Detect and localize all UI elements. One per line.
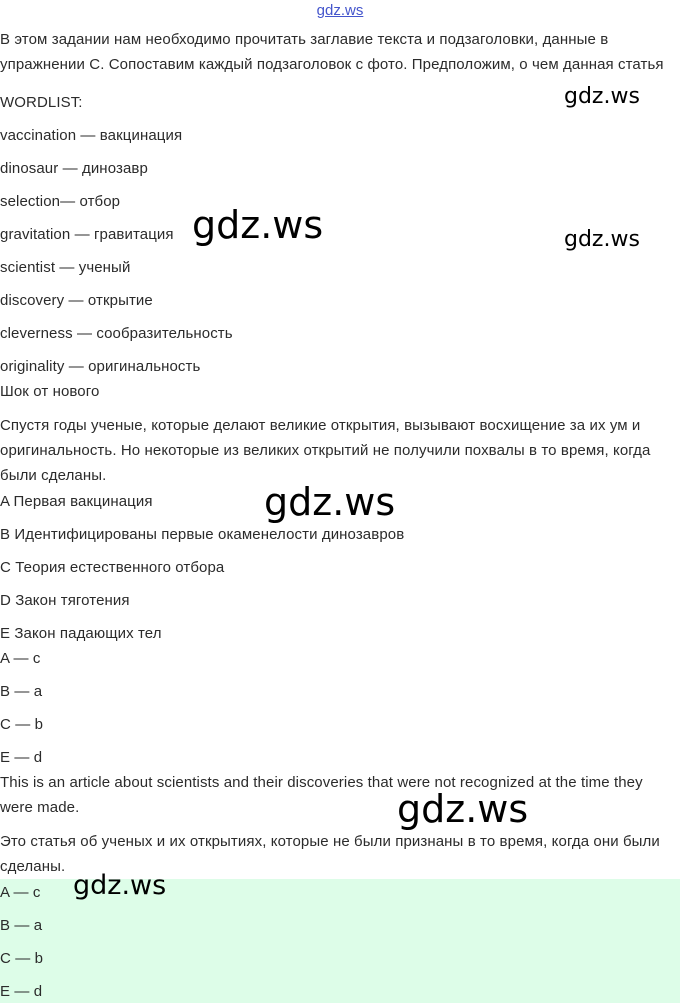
site-link[interactable]: gdz.ws xyxy=(316,2,364,19)
article-text: Спустя годы ученые, которые делают великие открытия, вызывают восхищение за их ум и оригинальность. Но некоторые из великих открытий не получили похвалы в то время, когда были сделаны. xyxy=(0,417,651,484)
final-match-item: B — a xyxy=(0,917,43,934)
intro-paragraph: В этом задании нам необходимо прочитать заглавие текста и подзаголовки, данные в упражнении С. Сопоставим каждый подзаголовок с фото. Предположим, о чем данная статья xyxy=(0,31,664,73)
match-item: E — d xyxy=(0,749,43,766)
article-title: Шок от нового xyxy=(0,383,100,400)
wordlist-item: dinosaur — динозавр xyxy=(0,160,148,177)
watermark: gdz.ws xyxy=(564,227,640,252)
watermark: gdz.ws xyxy=(192,203,324,247)
subheading-item: E Закон падающих тел xyxy=(0,625,162,642)
subheading-item: C Теория естественного отбора xyxy=(0,559,225,576)
wordlist-item: selection— отбор xyxy=(0,193,121,210)
final-match-item: E — d xyxy=(0,983,43,1000)
wordlist-item: cleverness — сообразительность xyxy=(0,325,233,342)
watermark: gdz.ws xyxy=(73,870,167,901)
wordlist-item: originality — оригинальность xyxy=(0,358,201,375)
wordlist-title: WORDLIST: xyxy=(0,94,83,111)
final-match-item: A — c xyxy=(0,884,41,901)
wordlist-item: scientist — ученый xyxy=(0,259,131,276)
subheading-item: A Первая вакцинация xyxy=(0,493,153,510)
subheading-item: D Закон тяготения xyxy=(0,592,130,609)
watermark: gdz.ws xyxy=(397,787,529,831)
match-item: B — a xyxy=(0,683,43,700)
watermark: gdz.ws xyxy=(264,480,396,524)
answer-english: This is an article about scientists and their discoveries that were not recognized at the time they were made. xyxy=(0,774,643,816)
answer-russian: Это статья об ученых и их открытиях, которые не были признаны в то время, когда они были сделаны. xyxy=(0,833,660,875)
wordlist-item: vaccination — вакцинация xyxy=(0,127,183,144)
match-item: A — c xyxy=(0,650,41,667)
subheading-item: B Идентифицированы первые окаменелости динозавров xyxy=(0,526,405,543)
watermark: gdz.ws xyxy=(564,84,640,109)
wordlist-item: discovery — открытие xyxy=(0,292,153,309)
wordlist-item: gravitation — гравитация xyxy=(0,226,174,243)
match-item: C — b xyxy=(0,716,44,733)
final-match-item: C — b xyxy=(0,950,44,967)
